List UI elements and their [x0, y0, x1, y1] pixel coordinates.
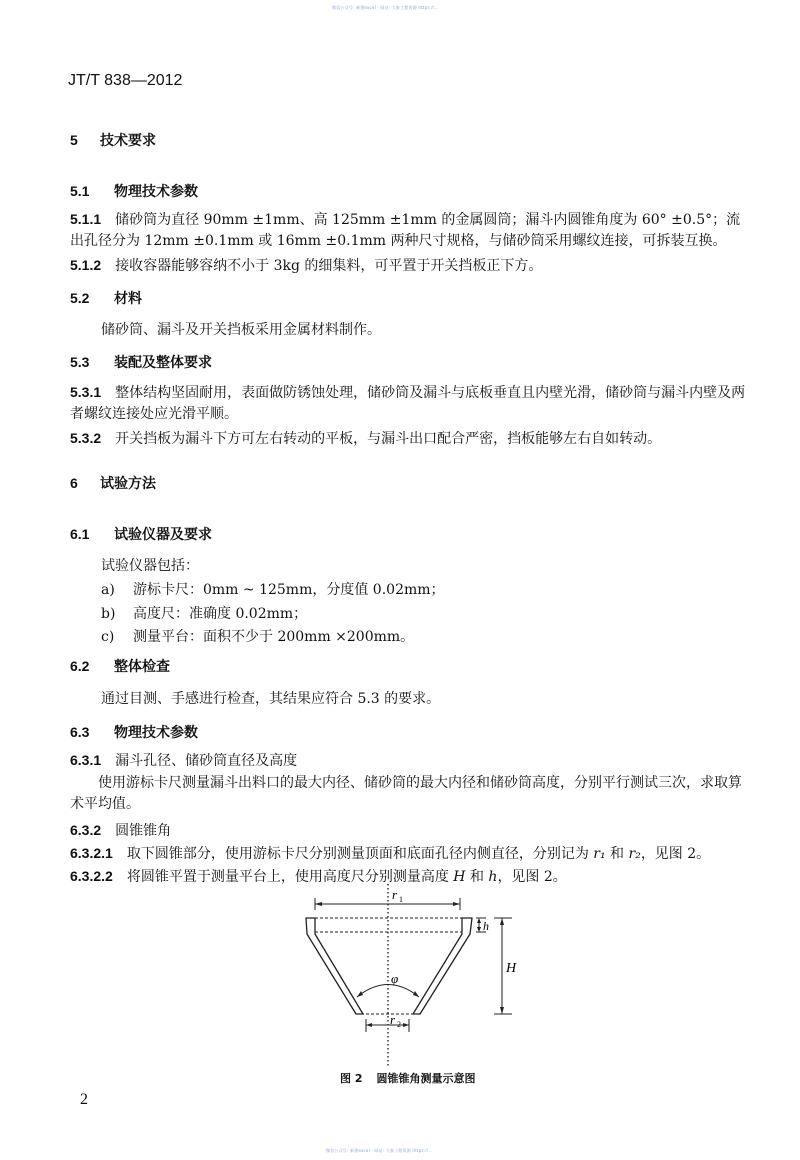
section-number: 6.2: [70, 658, 90, 674]
clause-5-3-1: [70, 382, 746, 425]
clause-text: 和: [605, 846, 629, 862]
list-item: [101, 627, 414, 648]
section-number: 6.3: [70, 724, 90, 740]
clause-number: 6.3.2.1: [70, 845, 113, 861]
watermark-top: 微信公众号: 新建excel · 网站: 大象工程资源 https://...: [332, 5, 439, 10]
page-number: 2: [80, 1091, 88, 1108]
figure-title: 圆锥锥角测量示意图: [376, 1072, 476, 1085]
label-r2-subscript: 2: [397, 1020, 401, 1029]
clause-text: 将圆锥平置于测量平台上，使用高度尺分别测量高度: [126, 869, 454, 885]
section-heading-6-2: [70, 656, 170, 676]
figure-number: 图 2: [340, 1072, 363, 1085]
section-number: 5: [70, 132, 78, 148]
clause-text: ，见图 2。: [497, 869, 567, 885]
clause-6-3-1-text: 使用游标卡尺测量漏斗出料口的最大内径、储砂筒的最大内径和储砂筒高度，分别平行测试三次，求取算术平均值。: [70, 775, 742, 812]
section-title: 整体检查: [114, 659, 170, 675]
section-heading-6-1: [70, 524, 212, 544]
section-heading-5: [70, 130, 156, 150]
clause-5-3-2: [70, 428, 750, 450]
cone-angle-diagram: [280, 880, 540, 1070]
list-item: [101, 604, 307, 625]
watermark-bottom: 微信公众号: 新建excel · 网站: 大象工程资源 https://...: [326, 1148, 433, 1153]
section-title: 物理技术参数: [114, 184, 198, 200]
section-number: 6.1: [70, 526, 90, 542]
clause-text: 开关挡板为漏斗下方可左右转动的平板，与漏斗出口配合严密，挡板能够左右自如转动。: [115, 431, 662, 447]
clause-5-1-2: [70, 255, 750, 277]
label-H: H: [506, 961, 517, 976]
section-title: 材料: [114, 291, 142, 307]
clause-6-3-2-1: [70, 843, 710, 865]
list-marker: b): [101, 606, 116, 622]
clause-text: 整体结构坚固耐用，表面做防锈蚀处理，储砂筒及漏斗与底板垂直且内壁光滑，储砂筒与漏斗内壁及两者螺纹连接处应光滑平顺。: [70, 385, 746, 422]
list-marker: c): [101, 629, 115, 645]
list-text: 测量平台：面积不少于 200mm ×200mm。: [133, 629, 415, 645]
clause-text: 接收容器能够容纳不小于 3kg 的细集料，可平置于开关挡板正下方。: [115, 258, 543, 274]
variable-h: h: [488, 869, 498, 885]
section-title: 技术要求: [100, 133, 156, 149]
clause-6-3-1-heading: [70, 750, 297, 772]
clause-number: 5.1.2: [70, 257, 102, 273]
clause-number: 6.3.2.2: [70, 868, 113, 884]
section-heading-6-3: [70, 722, 198, 742]
section-title: 物理技术参数: [114, 725, 198, 741]
clause-number: 5.3.2: [70, 430, 102, 446]
paragraph-5-2: 储砂筒、漏斗及开关挡板采用金属材料制作。: [101, 322, 381, 338]
instruments-intro: 试验仪器包括：: [101, 558, 199, 574]
list-item: [101, 580, 445, 601]
section-number: 5.3: [70, 354, 90, 370]
label-r1-subscript: 1: [399, 895, 403, 904]
section-heading-5-3: [70, 352, 212, 372]
clause-title: 圆锥锥角: [115, 823, 172, 839]
variable-r2: r₂: [628, 846, 641, 862]
paragraph-6-2: 通过目测、手感进行检查，其结果应符合 5.3 的要求。: [101, 691, 441, 707]
clause-number: 5.1.1: [70, 211, 102, 227]
clause-text: 和: [465, 869, 489, 885]
section-title: 装配及整体要求: [114, 355, 212, 371]
clause-number: 5.3.1: [70, 384, 102, 400]
section-number: 5.2: [70, 290, 90, 306]
list-text: 高度尺：准确度 0.02mm；: [133, 606, 308, 622]
list-marker: a): [101, 582, 115, 598]
clause-text: ，见图 2。: [640, 846, 711, 862]
section-title: 试验仪器及要求: [114, 527, 212, 543]
label-r1: r: [392, 887, 398, 902]
clause-number: 6.3.2: [70, 822, 102, 838]
label-h: h: [483, 919, 489, 933]
section-title: 试验方法: [100, 476, 156, 492]
clause-text: 储砂筒为直径 90mm ±1mm、高 125mm ±1mm 的金属圆筒；漏斗内圆锥角度为 60° ±0.5°；流出孔径分为 12mm ±0.1mm 或 16mm ±0.1mm 两种尺寸规格，与储砂筒采用螺纹连接，可拆装互换。: [70, 212, 741, 249]
standard-code: JT/T 838—2012: [68, 72, 183, 89]
clause-5-1-1: [70, 209, 746, 252]
list-text: 游标卡尺：0mm ~ 125mm，分度值 0.02mm；: [133, 582, 445, 598]
variable-H: H: [453, 869, 466, 885]
cone-left-wall: [306, 918, 363, 1014]
clause-6-3-2-heading: [70, 820, 171, 842]
section-number: 6: [70, 475, 78, 491]
section-number: 5.1: [70, 183, 90, 199]
variable-r1: r₁: [593, 846, 606, 862]
clause-text: 取下圆锥部分，使用游标卡尺分别测量顶面和底面孔径内侧直径，分别记为: [126, 846, 594, 862]
section-heading-5-2: [70, 288, 142, 308]
clause-number: 6.3.1: [70, 752, 102, 768]
clause-title: 漏斗孔径、储砂筒直径及高度: [115, 753, 298, 769]
section-heading-6: [70, 473, 156, 493]
figure-caption: [340, 1070, 475, 1086]
label-phi: φ: [391, 971, 399, 986]
section-heading-5-1: [70, 181, 198, 201]
label-r2: r: [390, 1012, 396, 1027]
